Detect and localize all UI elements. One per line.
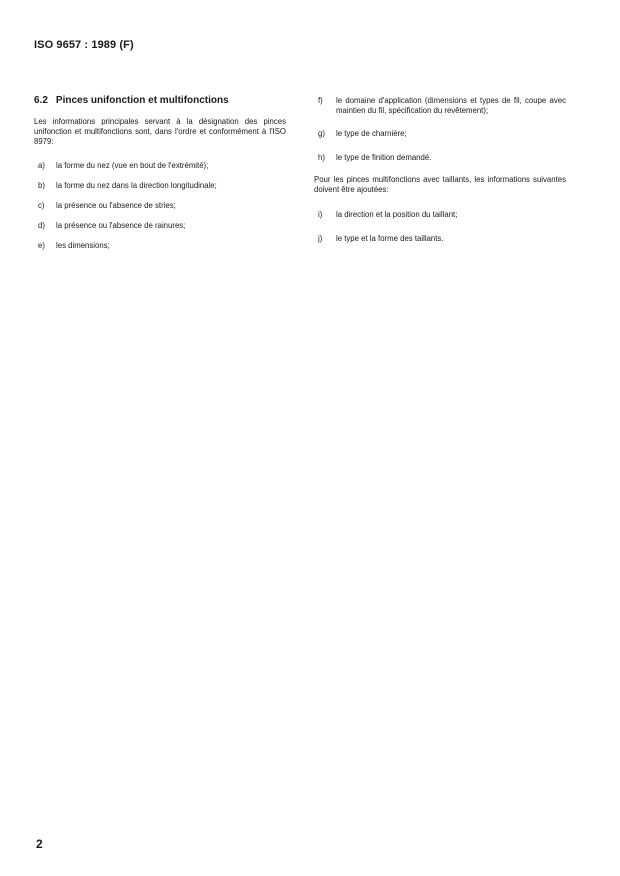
list-item-text: les dimensions;	[56, 241, 110, 250]
list-item-j	[314, 234, 443, 244]
list-item-b	[34, 181, 217, 191]
list-item-d	[34, 221, 185, 231]
intro-paragraph: Les informations principales servant à la désignation des pinces unifonction et multifonctions sont, dans l'ordre et conformément à l'ISO 8979:	[34, 117, 286, 146]
list-item-label: c)	[38, 201, 45, 210]
list-item-h	[314, 153, 431, 163]
cutters-paragraph: Pour les pinces multifonctions avec taillants, les informations suivantes doivent être ajoutées:	[314, 175, 566, 194]
list-item-text: la présence ou l'absence de stries;	[56, 201, 176, 210]
document-header: ISO 9657 : 1989 (F)	[34, 39, 134, 51]
section-title	[34, 95, 229, 106]
list-item-label: i)	[318, 210, 323, 219]
list-item-text: le type de finition demandé.	[336, 153, 432, 162]
list-item-a	[34, 161, 208, 171]
list-item-f	[314, 96, 566, 116]
section-number: 6.2	[34, 95, 48, 106]
list-item-i	[314, 210, 457, 220]
list-item-text: le domaine d'application (dimensions et types de fil, coupe avec maintien du fil, spécification du revêtement);	[336, 96, 566, 115]
list-item-text: la forme du nez dans la direction longitudinale;	[56, 181, 217, 190]
section-heading: Pinces unifonction et multifonctions	[55, 95, 229, 106]
list-item-text: la présence ou l'absence de rainures;	[56, 221, 186, 230]
page-number: 2	[36, 837, 43, 851]
list-item-text: la direction et la position du taillant;	[336, 210, 458, 219]
list-item-label: a)	[38, 161, 45, 170]
list-item-text: la forme du nez (vue en bout de l'extrémité);	[56, 161, 209, 170]
list-item-label: b)	[38, 181, 45, 190]
list-item-text: le type et la forme des taillants.	[336, 234, 444, 243]
list-item-c	[34, 201, 176, 211]
list-item-text: le type de charnière;	[336, 129, 407, 138]
list-item-label: h)	[318, 153, 325, 162]
list-item-label: f)	[318, 96, 323, 105]
list-item-label: e)	[38, 241, 45, 250]
list-item-g	[314, 129, 407, 139]
list-item-label: d)	[38, 221, 45, 230]
list-item-label: j)	[318, 234, 323, 243]
list-item-e	[34, 241, 110, 251]
list-item-label: g)	[318, 129, 325, 138]
